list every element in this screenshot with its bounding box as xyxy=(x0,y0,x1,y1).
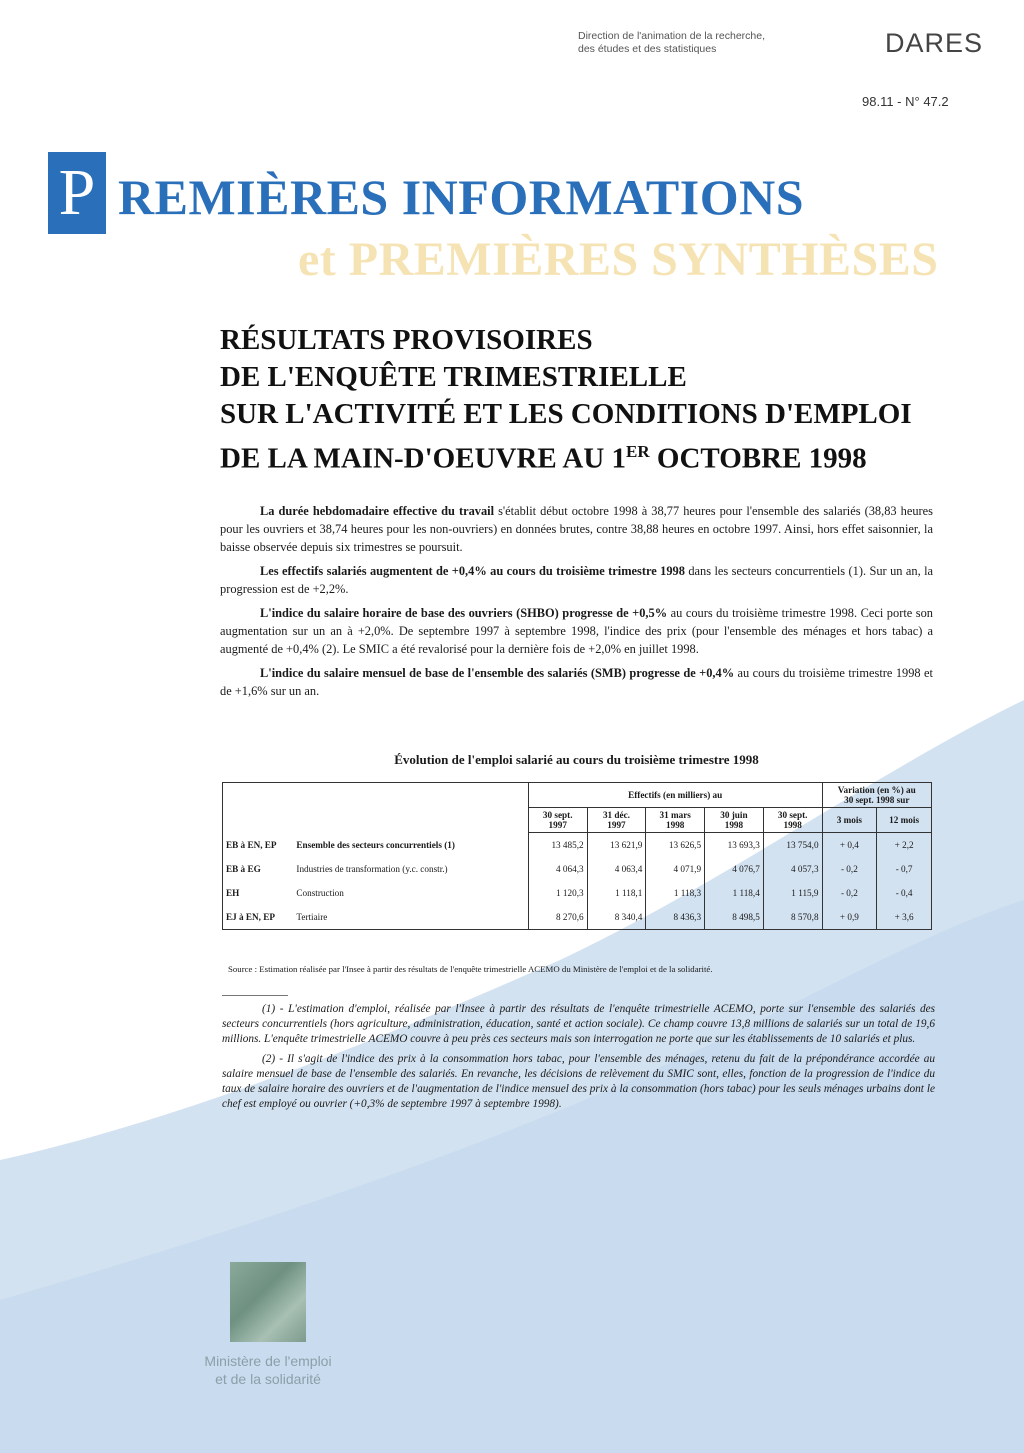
row-code: EB à EN, EP xyxy=(223,833,294,858)
row-label: Tertiaire xyxy=(293,905,528,930)
cell-value: 13 621,9 xyxy=(587,833,646,858)
series-initial-box: P xyxy=(48,152,106,234)
ministry-logo xyxy=(230,1262,306,1342)
row-label: Ensemble des secteurs concurrentiels (1) xyxy=(293,833,528,858)
row-label: Construction xyxy=(293,881,528,905)
footnotes xyxy=(222,1002,935,1116)
header-effectifs: Effectifs (en milliers) au xyxy=(528,783,822,808)
cell-value: 8 340,4 xyxy=(587,905,646,930)
ministry-line-1: Ministère de l'emploi xyxy=(204,1353,332,1369)
cell-value: 8 436,3 xyxy=(646,905,705,930)
table-row xyxy=(223,833,932,858)
header-variation: Variation (en %) au 30 sept. 1998 sur xyxy=(822,783,931,808)
cell-var-3m: + 0,4 xyxy=(822,833,877,858)
ministry-name xyxy=(188,1352,348,1388)
cell-value: 4 071,9 xyxy=(646,857,705,881)
table-row xyxy=(223,905,932,930)
header-date: 31 mars 1998 xyxy=(646,808,705,833)
employment-table xyxy=(222,782,932,930)
footnote-divider xyxy=(222,995,288,996)
row-code: EB à EG xyxy=(223,857,294,881)
cell-var-12m: - 0,7 xyxy=(877,857,932,881)
cell-var-3m: - 0,2 xyxy=(822,881,877,905)
row-code: EH xyxy=(223,881,294,905)
table-header-row-1 xyxy=(223,783,932,808)
footnote-2: (2) - Il s'agit de l'indice des prix à la consommation hors tabac, pour l'ensemble des ménages, retenu du fait de la prépondérance accordée au salaire mensuel de base de l'ensemble des salariés. En revanche, les décisions de relèvement du SMIC sont, elles, fonction de la progression de l'indice du taux de salaire horaire des ouvriers et de l'augmentation de l'indice mensuel des prix à la consommation (hors tabac) pour les seuls ménages urbains dont le chef est employé ou ouvrier (+0,3% de septembre 1997 à septembre 1998). xyxy=(222,1052,935,1111)
cell-value: 1 118,3 xyxy=(646,881,705,905)
cell-value: 1 115,9 xyxy=(763,881,822,905)
cell-value: 13 693,3 xyxy=(705,833,764,858)
direction-name xyxy=(578,30,765,56)
issue-number: 98.11 - N° 47.2 xyxy=(862,94,949,109)
footnote-1: (1) - L'estimation d'emploi, réalisée par l'Insee à partir des résultats de l'enquête trimestrielle ACEMO, porte sur l'ensemble des salariés des secteurs concurrentiels (hors agriculture, administration, éducation, santé et action sociale). Ce champ couvre 13,8 millions de salariés sur un total de 19,6 millions. L'enquête trimestrielle ACEMO couvre à peu près ces secteurs mais son interrogation ne porte que sur les établissements de 10 salariés et plus. xyxy=(222,1003,935,1046)
series-title-line-1: REMIÈRES INFORMATIONS xyxy=(118,169,805,225)
table-header-blank xyxy=(223,783,529,833)
cell-var-12m: + 2,2 xyxy=(877,833,932,858)
cell-value: 8 498,5 xyxy=(705,905,764,930)
cell-value: 13 626,5 xyxy=(646,833,705,858)
title-superscript: ER xyxy=(626,442,650,461)
title-line-1: RÉSULTATS PROVISOIRES xyxy=(220,324,593,356)
paragraph-smb: L'indice du salaire mensuel de base de l'ensemble des salariés (SMB) progresse de +0,4% au cours du troisième trimestre 1998 et de +1,6% sur un an. xyxy=(220,666,933,698)
cell-value: 1 118,1 xyxy=(587,881,646,905)
cell-var-12m: + 3,6 xyxy=(877,905,932,930)
cell-var-3m: - 0,2 xyxy=(822,857,877,881)
agency-name: DARES xyxy=(885,28,984,58)
header-date: 30 sept. 1997 xyxy=(528,808,587,833)
series-title-line-2: et PREMIÈRES SYNTHÈSES xyxy=(298,233,939,286)
row-code: EJ à EN, EP xyxy=(223,905,294,930)
paragraph-employment: Les effectifs salariés augmentent de +0,4% au cours du troisième trimestre 1998 dans les secteurs concurrentiels (1). Sur un an, la progression est de +2,2%. xyxy=(220,564,934,596)
paragraph-shbo: L'indice du salaire horaire de base des ouvriers (SHBO) progresse de +0,5% au cours du troisième trimestre 1998. Ceci porte son augmentation sur un an à +2,0%. De septembre 1997 à septembre 1998, l'indice des prix (pour l'ensemble des ménages et hors tabac) a augmenté de +0,4% (2). Le SMIC a été revalorisé pour la dernière fois de +2,0% en juillet 1998. xyxy=(220,606,933,656)
cell-value: 1 120,3 xyxy=(528,881,587,905)
cell-value: 13 754,0 xyxy=(763,833,822,858)
header-date: 30 juin 1998 xyxy=(705,808,764,833)
direction-line-2: des études et des statistiques xyxy=(578,43,717,55)
header-date: 31 déc. 1997 xyxy=(587,808,646,833)
cell-var-3m: + 0,9 xyxy=(822,905,877,930)
paragraph-working-time: La durée hebdomadaire effective du travail s'établit début octobre 1998 à 38,77 heures pour l'ensemble des salariés (38,83 heures pour les ouvriers et 38,74 heures pour les non-ouvriers) en données brutes, contre 38,88 heures en octobre 1997. Ainsi, hors effet saisonnier, la baisse observée depuis six trimestres se poursuit. xyxy=(220,504,933,554)
title-line-2: DE L'ENQUÊTE TRIMESTRIELLE xyxy=(220,361,687,393)
cell-value: 8 270,6 xyxy=(528,905,587,930)
title-line-4: DE LA MAIN-D'OEUVRE AU 1ER OCTOBRE 1998 xyxy=(220,442,867,475)
cell-value: 4 076,7 xyxy=(705,857,764,881)
table-row xyxy=(223,857,932,881)
cell-value: 4 057,3 xyxy=(763,857,822,881)
cell-value: 4 064,3 xyxy=(528,857,587,881)
header-3-months: 3 mois xyxy=(822,808,877,833)
cell-value: 13 485,2 xyxy=(528,833,587,858)
header-date: 30 sept. 1998 xyxy=(763,808,822,833)
cell-value: 4 063,4 xyxy=(587,857,646,881)
table-source: Source : Estimation réalisée par l'Insee à partir des résultats de l'enquête trimestrielle ACEMO du Ministère de l'emploi et de la solidarité. xyxy=(228,964,713,974)
cell-var-12m: - 0,4 xyxy=(877,881,932,905)
row-label: Industries de transformation (y.c. constr.) xyxy=(293,857,528,881)
cell-value: 1 118,4 xyxy=(705,881,764,905)
table-caption: Évolution de l'emploi salarié au cours du troisième trimestre 1998 xyxy=(394,752,759,767)
title-line-3: SUR L'ACTIVITÉ ET LES CONDITIONS D'EMPLOI xyxy=(220,398,912,430)
table-row xyxy=(223,881,932,905)
document-title xyxy=(220,322,980,478)
ministry-line-2: et de la solidarité xyxy=(215,1371,321,1387)
header-12-months: 12 mois xyxy=(877,808,932,833)
direction-line-1: Direction de l'animation de la recherche, xyxy=(578,30,766,42)
summary-body xyxy=(220,502,933,706)
cell-value: 8 570,8 xyxy=(763,905,822,930)
